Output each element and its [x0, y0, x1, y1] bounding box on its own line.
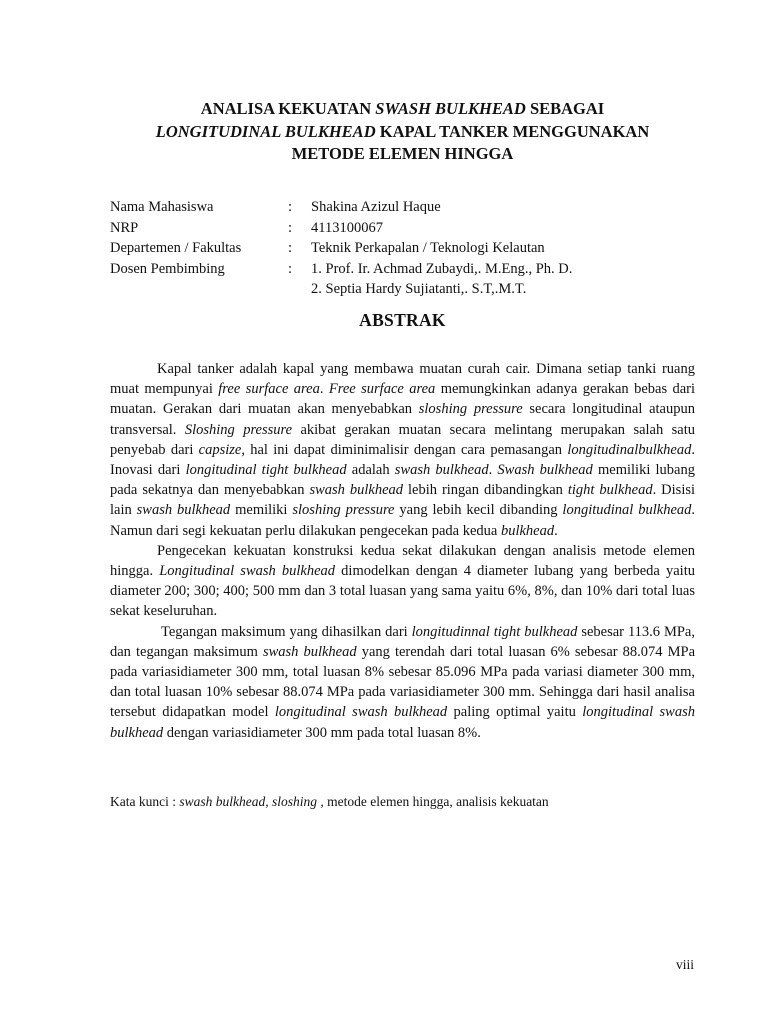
italic-term: bulkhead [500, 522, 555, 539]
page-number: viii [675, 957, 694, 972]
italic-term: capsize [198, 441, 242, 458]
info-row-nrp: NRP : 4113100067 [110, 219, 383, 236]
italic-term: longitudinal swash bulkhead [274, 704, 448, 721]
italic-term: longitudinalbulkhead [567, 441, 692, 458]
italic-term: swash bulkhead [136, 502, 231, 519]
italic-term: Longitudinal swash bulkhead [159, 563, 336, 580]
italic-term: sloshing pressure [418, 401, 523, 418]
abstract-paragraph-1: Kapal tanker adalah kapal yang membawa muatan curah cair. Dimana setiap tanki ruang muat mempunyai free surface area. Free surface area memungkinkan adanya gerakan bebas dari muatan. Gerakan dari muatan akan menyebabkan sloshing pressure secara longitudinal ataupun transversal. Sloshing pressure akibat gerakan muatan secara melintang merupakan salah satu penyebab dari capsize, hal ini dapat diminimalisir dengan cara pemasangan longitudinalbulkhead. Inovasi dari longitudinal tight bulkhead adalah swash bulkhead. Swash bulkhead memiliki lubang pada sekatnya dan menyebabkan swash bulkhead lebih ringan dibandingkan tight bulkhead. Disisi lain swash bulkhead memiliki sloshing pressure yang lebih kecil dibanding longitudinal bulkhead. Namun dari segi kekuatan perlu dilakukan pengecekan pada kedua bulkhead. [110, 361, 696, 539]
abstract-heading: ABSTRAK [359, 310, 446, 330]
italic-term: longitudinnal tight bulkhead [411, 623, 578, 640]
italic-term: swash bulkhead [309, 482, 404, 499]
abstract-body [110, 359, 695, 743]
italic-term: longitudinal tight bulkhead [185, 462, 347, 479]
italic-term: sloshing pressure [292, 502, 395, 519]
keywords: Kata kunci : swash bulkhead, sloshing , metode elemen hingga, analisis kekuatan [110, 794, 549, 809]
title-line-2: LONGITUDINAL BULKHEAD KAPAL TANKER MENGGUNAKAN [155, 121, 650, 141]
italic-term: longitudinal bulkhead [562, 502, 692, 519]
abstract-paragraph-2: Pengecekan kekuatan konstruksi kedua sekat dilakukan dengan analisis metode elemen hingga. Longitudinal swash bulkhead dimodelkan dengan 4 diameter lubang yang berbeda yaitu diameter 200; 300; 400; 500 mm dan 3 total luasan yang sama yaitu 6%, 8%, dan 10% dari total luas sekat keseluruhan. [110, 542, 695, 620]
italic-term: swash bulkhead [394, 462, 489, 479]
info-row-supervisor: Dosen Pembimbing : 1. Prof. Ir. Achmad Zubaydi,. M.Eng., Ph. D. [110, 260, 573, 277]
italic-term: longitudinal swash bulkhead [110, 704, 695, 741]
info-row-supervisor-2: 2. Septia Hardy Sujiatanti,. S.T,.M.T. [311, 281, 527, 297]
italic-term: Swash bulkhead [497, 462, 593, 479]
italic-term: Sloshing pressure [184, 421, 293, 438]
italic-term: Free surface area [328, 381, 436, 398]
italic-term: swash bulkhead [262, 643, 357, 660]
document-title [100, 98, 705, 166]
title-line-3: METODE ELEMEN HINGGA [291, 144, 514, 163]
title-line-1: ANALISA KEKUATAN SWASH BULKHEAD SEBAGAI [200, 99, 605, 118]
italic-term: free surface area [218, 381, 320, 398]
italic-term: tight bulkhead [567, 482, 653, 499]
abstract-paragraph-3: Tegangan maksimum yang dihasilkan dari longitudinnal tight bulkhead sebesar 113.6 MPa, dan tegangan maksimum swash bulkhead yang terendah dari total luasan 6% sebesar 88.074 MPa pada variasidiameter 300 mm, total luasan 8% sebesar 85.096 MPa pada variasi diameter 300 mm, dan total luasan 10% sebesar 88.074 MPa pada variasidiameter 300 mm. Sehingga dari hasil analisa tersebut didapatkan model longitudinal swash bulkhead paling optimal yaitu longitudinal swash bulkhead dengan variasidiameter 300 mm pada total luasan 8%. [110, 623, 695, 741]
info-row-department: Departemen / Fakultas : Teknik Perkapalan / Teknologi Kelautan [110, 240, 545, 256]
info-row-name: Nama Mahasiswa : Shakina Azizul Haque [110, 199, 441, 215]
student-info [110, 197, 710, 300]
